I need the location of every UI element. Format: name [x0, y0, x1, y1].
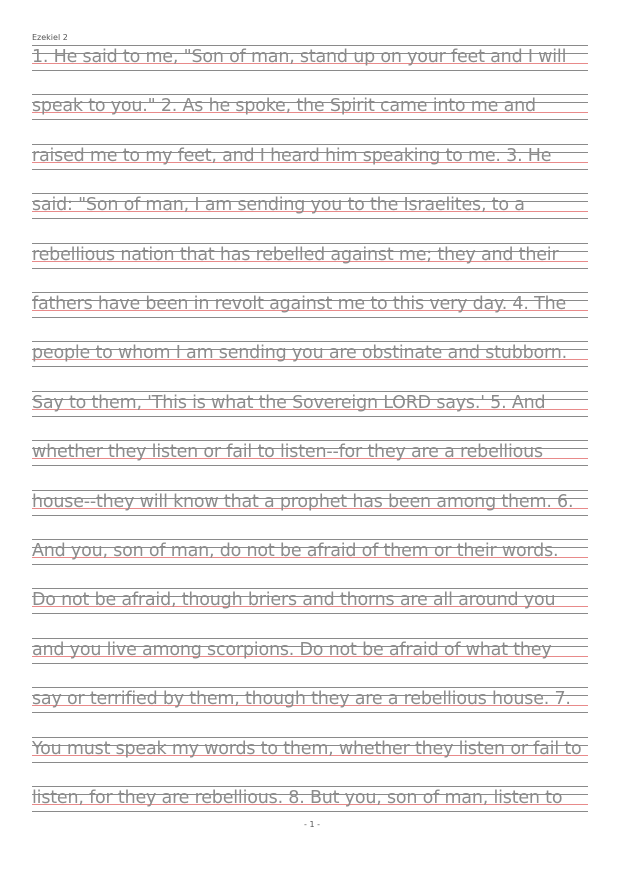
- page-number: - 1 -: [304, 820, 320, 829]
- writing-line: [32, 243, 588, 269]
- trace-text: say or terrified by them, though they are a rebellious house. 7.: [32, 689, 571, 709]
- writing-line: [32, 391, 588, 417]
- trace-text: house--they will know that a prophet has been among them. 6.: [32, 492, 574, 512]
- guide-rule: [32, 268, 588, 269]
- guide-rule: [32, 70, 588, 71]
- trace-text: speak to you." 2. As he spoke, the Spirit came into me and: [32, 96, 536, 116]
- guide-rule: [32, 416, 588, 417]
- guide-rule: [32, 465, 588, 466]
- guide-rule: [32, 366, 588, 367]
- writing-line: [32, 786, 588, 812]
- trace-text: 1. He said to me, "Son of man, stand up on your feet and I will: [32, 47, 567, 67]
- writing-line: [32, 45, 588, 71]
- writing-line: [32, 737, 588, 763]
- guide-rule: [32, 811, 588, 812]
- guide-rule: [32, 317, 588, 318]
- trace-text: You must speak my words to them, whether they listen or fail to: [32, 739, 582, 759]
- trace-text: and you live among scorpions. Do not be afraid of what they: [32, 640, 552, 660]
- guide-rule: [32, 169, 588, 170]
- trace-text: said: "Son of man, I am sending you to the Israelites, to a: [32, 195, 525, 215]
- writing-line: [32, 94, 588, 120]
- trace-text: And you, son of man, do not be afraid of them or their words.: [32, 541, 559, 561]
- writing-line: [32, 539, 588, 565]
- guide-rule: [32, 515, 588, 516]
- writing-line: [32, 440, 588, 466]
- writing-line: [32, 638, 588, 664]
- document-header: Ezekiel 2: [32, 33, 68, 42]
- trace-text: people to whom I am sending you are obstinate and stubborn.: [32, 343, 567, 363]
- guide-rule: [32, 762, 588, 763]
- trace-text: rebellious nation that has rebelled against me; they and their: [32, 245, 559, 265]
- writing-line: [32, 490, 588, 516]
- trace-text: Do not be afraid, though briers and thorns are all around you: [32, 590, 556, 610]
- guide-rule: [32, 663, 588, 664]
- writing-line: [32, 341, 588, 367]
- guide-rule: [32, 119, 588, 120]
- writing-line: [32, 193, 588, 219]
- trace-text: fathers have been in revolt against me to this very day. 4. The: [32, 294, 567, 314]
- guide-rule: [32, 613, 588, 614]
- guide-rule: [32, 712, 588, 713]
- writing-line: [32, 588, 588, 614]
- trace-text: raised me to my feet, and I heard him speaking to me. 3. He: [32, 146, 552, 166]
- trace-text: whether they listen or fail to listen--for they are a rebellious: [32, 442, 543, 462]
- writing-line: [32, 687, 588, 713]
- trace-text: Say to them, 'This is what the Sovereign LORD says.' 5. And: [32, 393, 546, 413]
- guide-rule: [32, 218, 588, 219]
- writing-line: [32, 144, 588, 170]
- guide-rule: [32, 564, 588, 565]
- writing-line: [32, 292, 588, 318]
- trace-text: listen, for they are rebellious. 8. But you, son of man, listen to: [32, 788, 563, 808]
